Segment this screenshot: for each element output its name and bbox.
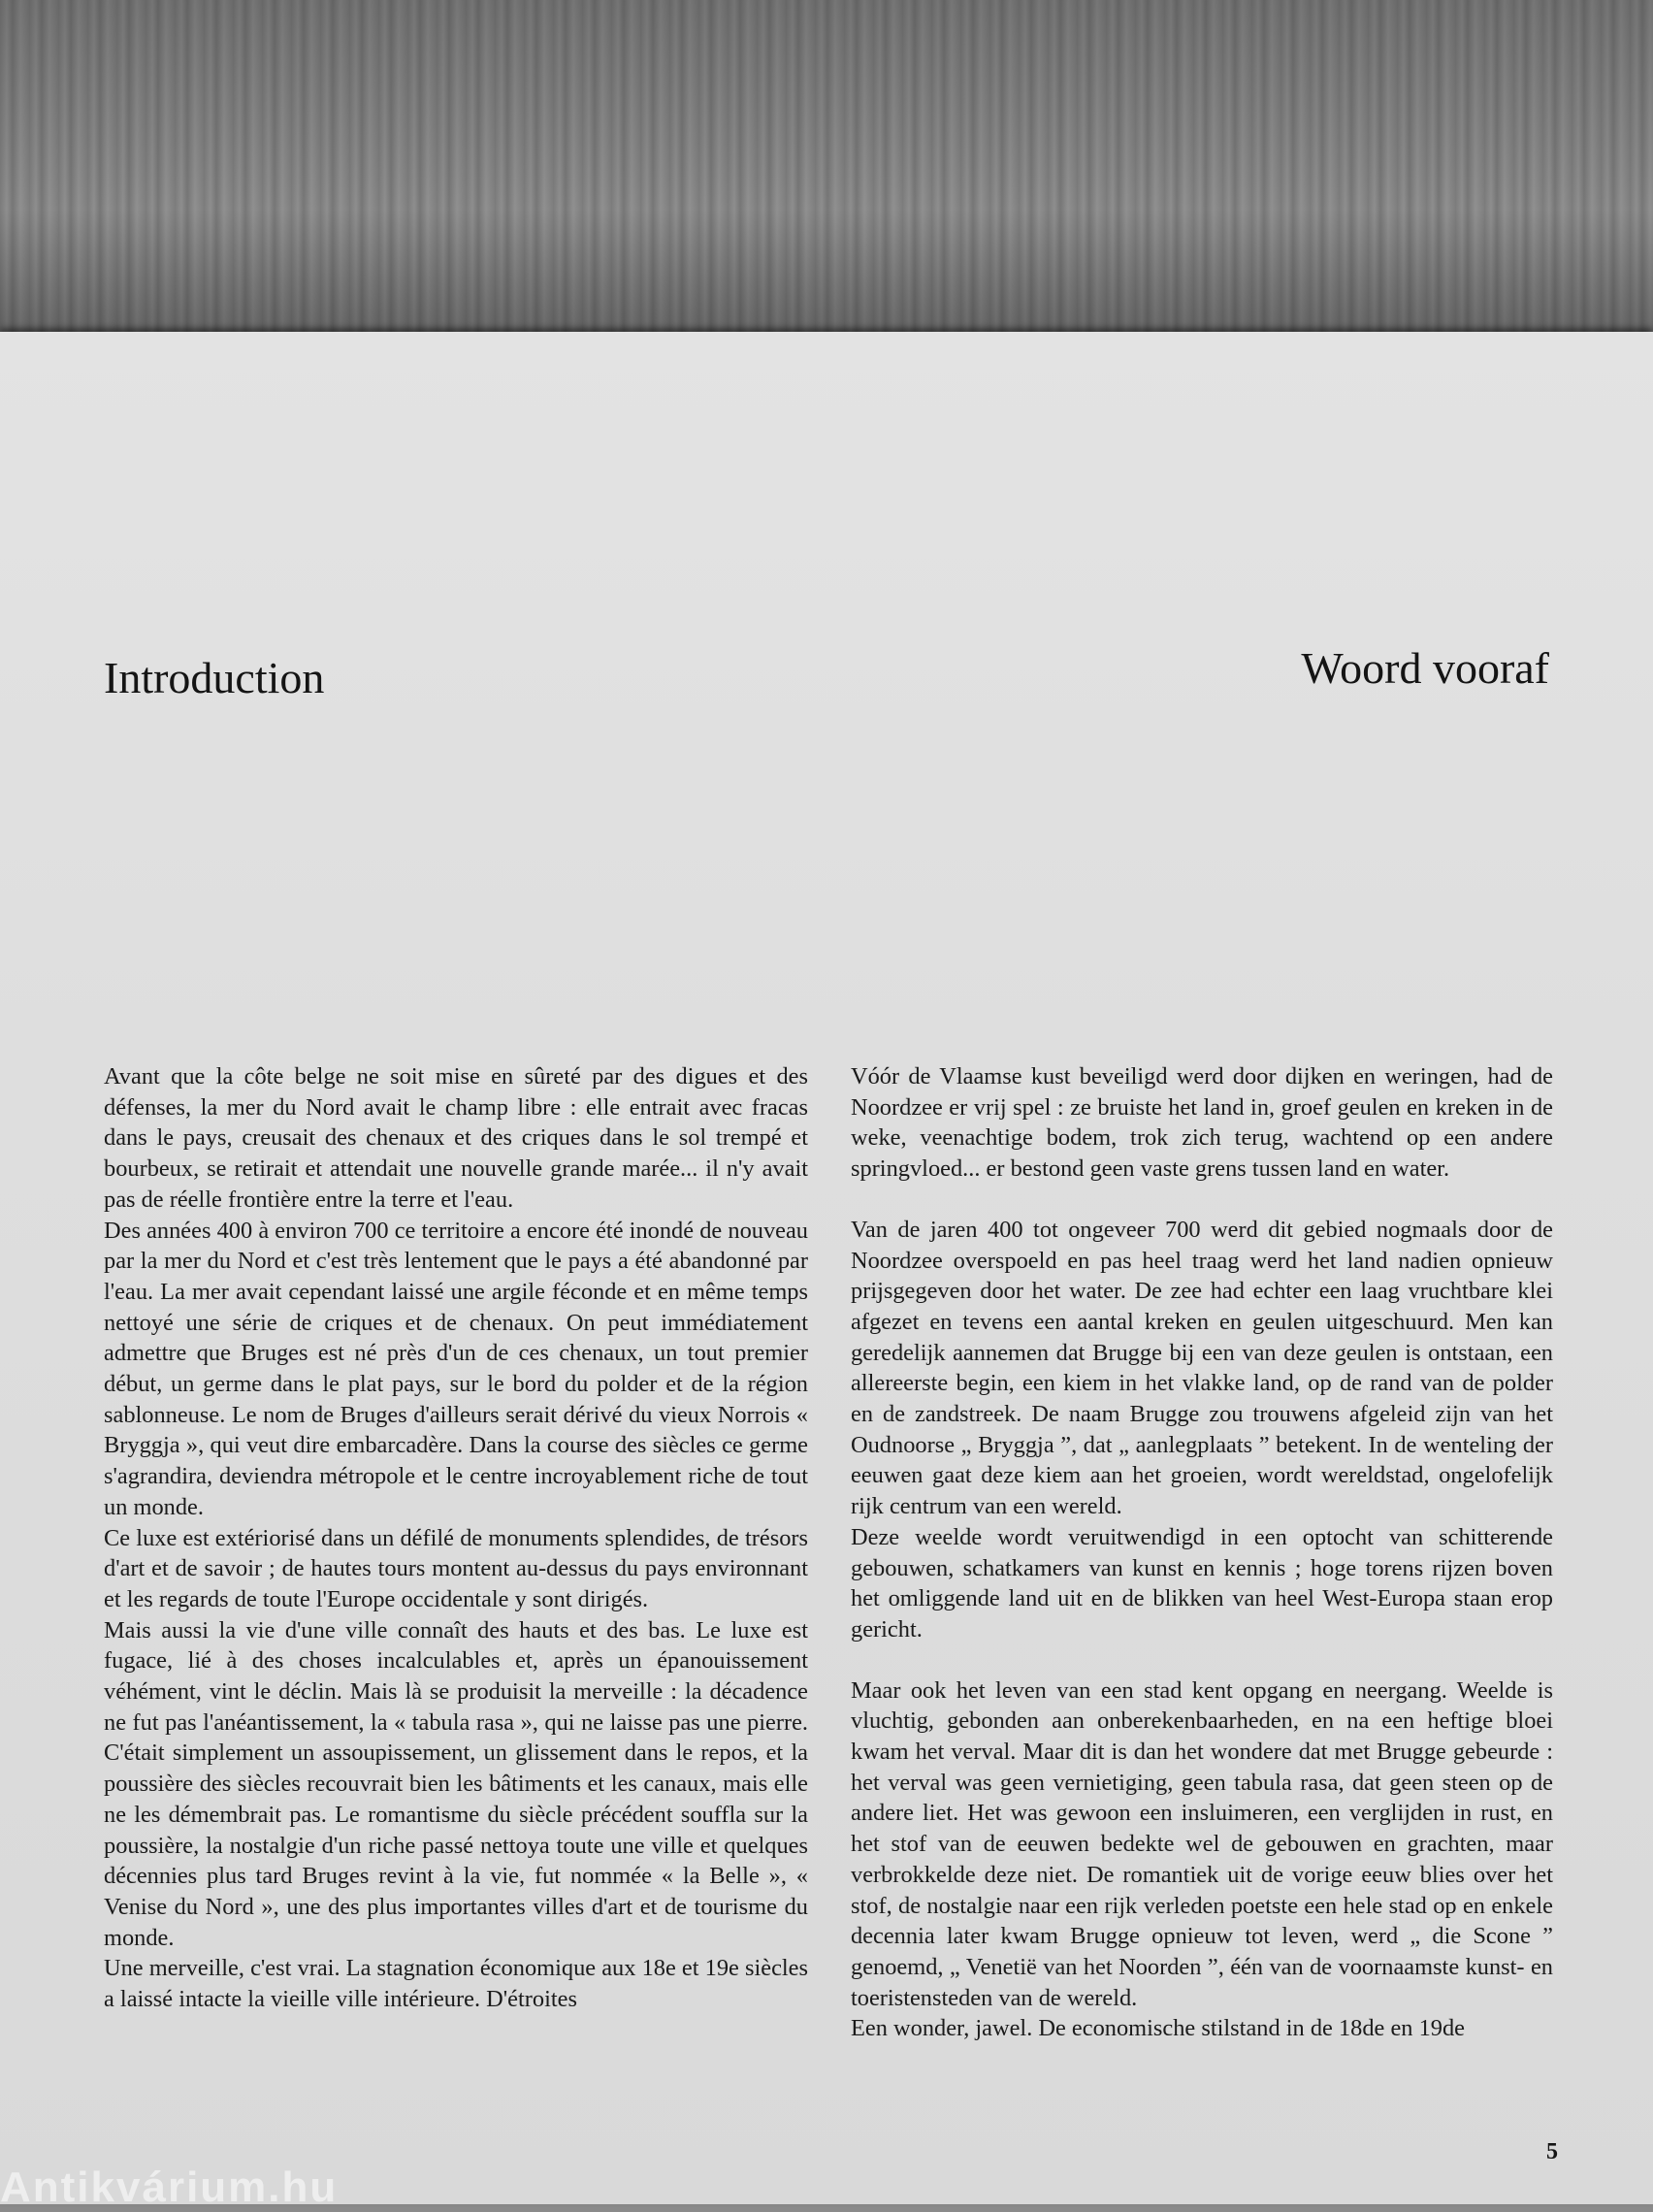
title-french: Introduction bbox=[104, 653, 325, 702]
paragraph-nl-5: Een wonder, jawel. De economische stilstand in de 18de en 19de bbox=[851, 2015, 1465, 2042]
paragraph-fr-4: Mais aussi la vie d'une ville connaît des hauts et des bas. Le luxe est fugace, lié à des choses incalculables et, après un épanouissement véhément, vint le déclin. Mais là se produisit la merveille : la décadence ne fut pas l'anéantissement, la « tabula rasa », qui ne laisse pas une pierre. C'était simplement un assoupissement, un glissement dans le repos, et la poussière des siècles recouvrait bien les bâtiments et les canaux, mais elle ne les démembrait pas. Le romantisme du siècle précédent souffla sur la poussière, la nostalgie d'un riche passé nettoya toute une ville et quelques décennies plus tard Bruges revint à la vie, fut nommée « la Belle », « Venise du Nord », une des plus importantes villes d'art et de tourisme du monde. bbox=[104, 1616, 808, 1951]
paragraph-nl-1: Vóór de Vlaamse kust beveiligd werd door dijken en weringen, had de Noordzee er vrij spel : ze bruiste het land in, groef geulen en kreken in de weke, veenachtige bodem, trok zich terug, wachtend op een andere springvloed... er bestond geen vaste grens tussen land en water. bbox=[851, 1063, 1553, 1183]
title-dutch: Woord vooraf bbox=[1301, 643, 1549, 693]
column-french bbox=[104, 1061, 808, 2015]
paragraph-nl-2: Van de jaren 400 tot ongeveer 700 werd dit gebied nogmaals door de Noordzee overspoeld en pas heel traag werd het land nadien opnieuw prijsgegeven door het water. De zee had echter een laag vruchtbare klei afgezet en tevens een aantal kreken en geulen uitgeschuurd. Men kan geredelijk aannemen dat Brugge bij een van deze geulen is ontstaan, een allereerste begin, een kiem in het vlakke land, op de rand van de polder en de zandstreek. De naam Brugge zou trouwens afgeleid zijn van het Oudnoorse „ Bryggja ”, dat „ aanlegplaats ” betekent. In de wenteling der eeuwen gaat deze kiem aan het groeien, wordt wereldstad, ongelofelijk rijk centrum van een wereld. bbox=[851, 1216, 1553, 1520]
book-page bbox=[0, 332, 1653, 2211]
watermark: Antikvárium.hu bbox=[0, 2163, 339, 2211]
paragraph-fr-5: Une merveille, c'est vrai. La stagnation économique aux 18e et 19e siècles a laissé intacte la vieille ville intérieure. D'étroites bbox=[104, 1955, 808, 2013]
paragraph-fr-3: Ce luxe est extériorisé dans un défilé de monuments splendides, de trésors d'art et de savoir ; de hautes tours montent au-dessus du pays environnant et les regards de toute l'Europe occidentale y sont dirigés. bbox=[104, 1524, 808, 1612]
column-dutch bbox=[851, 1061, 1553, 2044]
paragraph-nl-4: Maar ook het leven van een stad kent opgang en neergang. Weelde is vluchtig, gebonden aan onberekenbaarheden, en na een heftige bloei kwam het verval. Maar dit is dan het wondere dat met Brugge gebeurde : het verval was geen vernietiging, geen tabula rasa, dat geen steen op de andere liet. Het was gewoon een insluimeren, een verglijden in rust, en het stof van de eeuwen bedekte wel de gebouwen en grachten, maar verbrokkelde deze niet. De romantiek uit de vorige eeuw blies over het stof, de nostalgie naar een rijk verleden poetste een hele stad op en enkele decennia later kwam Brugge opnieuw tot leven, werd „ die Scone ” genoemd, „ Venetië van het Noorden ”, één van de voornaamste kunst- en toeristensteden van de wereld. bbox=[851, 1676, 1553, 2011]
page-number: 5 bbox=[1546, 2139, 1558, 2164]
paragraph-nl-3: Deze weelde wordt veruitwendigd in een optocht van schitterende gebouwen, schatkamers van kunst en kennis ; hoge torens rijzen boven het omliggende land uit en de blikken van heel West-Europa staan erop gericht. bbox=[851, 1523, 1553, 1643]
table-background bbox=[0, 0, 1653, 349]
paragraph-fr-1: Avant que la côte belge ne soit mise en sûreté par des digues et des défenses, la mer du Nord avait le champ libre : elle entrait avec fracas dans le pays, creusait des chenaux et des criques dans le sol trempé et bourbeux, se retirait et attendait une nouvelle grande marée... il n'y avait pas de réelle frontière entre la terre et l'eau. bbox=[104, 1063, 808, 1213]
paragraph-fr-2: Des années 400 à environ 700 ce territoire a encore été inondé de nouveau par la mer du Nord et c'est très lentement que le pays a été abandonné par l'eau. La mer avait cependant laissé une argile féconde et en même temps nettoyé une série de criques et de chenaux. On peut immédiatement admettre que Bruges est né près d'un de ces chenaux, un tout premier début, un germe dans le plat pays, sur le bord du polder et de la région sablonneuse. Le nom de Bruges d'ailleurs serait dérivé du vieux Norrois « Bryggja », qui veut dire embarcadère. Dans la course des siècles ce germe s'agrandira, deviendra métropole et le centre incroyablement riche de tout un monde. bbox=[104, 1217, 808, 1520]
